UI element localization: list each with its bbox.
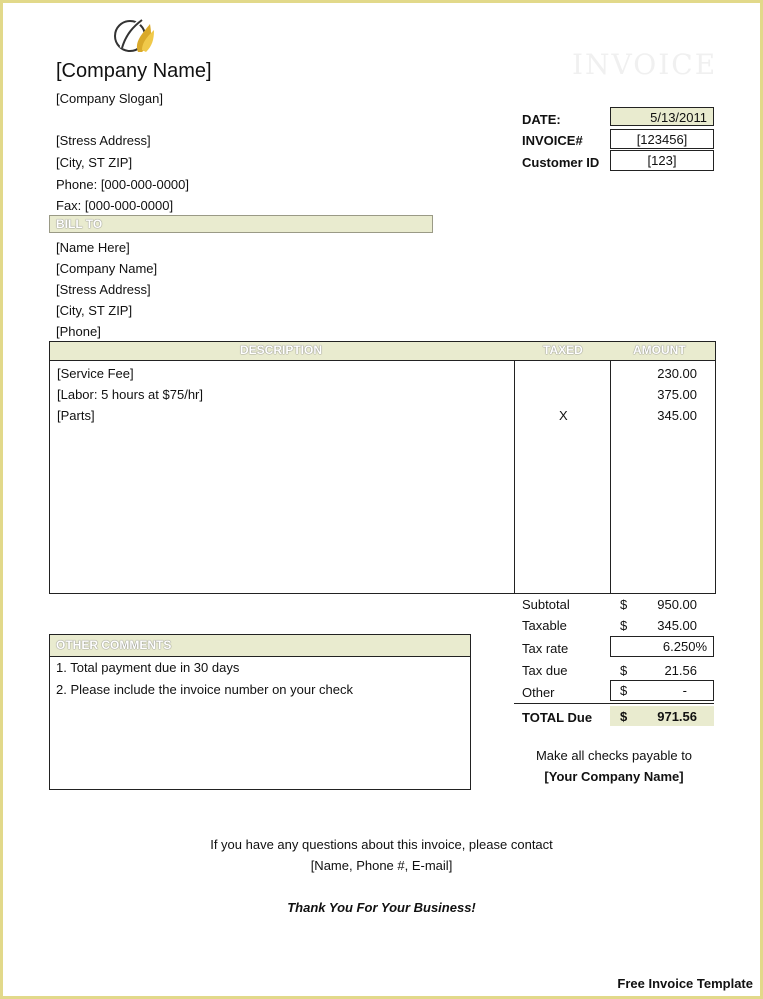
tax-rate-input[interactable]: 6.250% [610,636,714,657]
col-amount: AMOUNT [633,343,686,357]
taxable-currency: $ [620,618,628,633]
invoice-number-value[interactable]: [123456] [610,129,714,149]
tax-due-currency: $ [620,663,628,678]
subtotal-currency: $ [620,597,628,612]
taxable-value: 345.00 [657,618,697,633]
row-3-description: [Parts] [57,408,95,423]
line-items-table [49,341,716,594]
bill-to-phone: [Phone] [56,324,101,339]
tax-due-value: 21.56 [664,663,697,678]
bill-to-company: [Company Name] [56,261,158,276]
row-3-taxed: X [559,408,568,423]
row-2-amount: 375.00 [657,387,697,402]
customer-id-label: Customer ID [522,155,600,170]
thank-you-message: Thank You For Your Business! [287,900,476,915]
col-taxed: TAXED [543,343,583,357]
other-comments-header: OTHER COMMENTS [50,635,470,657]
date-value[interactable]: 5/13/2011 [610,107,714,126]
total-due-value: 971.56 [657,709,697,724]
row-1-description: [Service Fee] [57,366,134,381]
company-city: [City, ST ZIP] [56,155,133,170]
column-divider [514,361,515,593]
bill-to-name: [Name Here] [56,240,130,255]
payable-company: [Your Company Name] [544,769,684,784]
row-3-amount: 345.00 [657,408,697,423]
comment-line-2: 2. Please include the invoice number on your check [56,682,354,697]
date-label: DATE: [522,112,561,127]
tax-due-label: Tax due [522,663,568,678]
col-description: DESCRIPTION [240,343,323,357]
payable-line-1: Make all checks payable to [535,748,693,763]
company-logo-icon [112,14,158,58]
bill-to-header: BILL TO [49,215,433,233]
contact-line-2: [Name, Phone #, E-mail] [310,858,453,873]
other-comments-box [49,634,471,790]
company-name: [Company Name] [56,60,212,82]
row-2-description: [Labor: 5 hours at $75/hr] [57,387,203,402]
bill-to-street: [Stress Address] [56,282,151,297]
invoice-number-label: INVOICE# [522,133,583,148]
company-slogan: [Company Slogan] [56,91,163,106]
comment-line-1: 1. Total payment due in 30 days [56,660,240,675]
company-street: [Stress Address] [56,133,151,148]
other-currency: $ [620,683,628,698]
invoice-title-watermark: INVOICE [572,48,718,81]
total-due-field [610,706,714,726]
company-fax: Fax: [000-000-0000] [56,198,174,213]
company-phone: Phone: [000-000-0000] [56,177,189,192]
tax-rate-label: Tax rate [522,641,569,656]
total-due-currency: $ [620,709,628,724]
subtotal-label: Subtotal [522,597,570,612]
customer-id-value[interactable]: [123] [610,150,714,171]
subtotal-value: 950.00 [657,597,697,612]
table-header [50,342,715,361]
contact-line-1: If you have any questions about this invoice, please contact [210,837,553,852]
total-divider [514,703,714,704]
bill-to-city: [City, ST ZIP] [56,303,133,318]
other-value: - [682,683,687,698]
total-due-label: TOTAL Due [522,710,593,725]
footer-tag: Free Invoice Template [613,974,757,993]
other-input[interactable] [610,680,714,701]
row-1-amount: 230.00 [657,366,697,381]
taxable-label: Taxable [522,618,567,633]
other-label: Other [522,685,555,700]
